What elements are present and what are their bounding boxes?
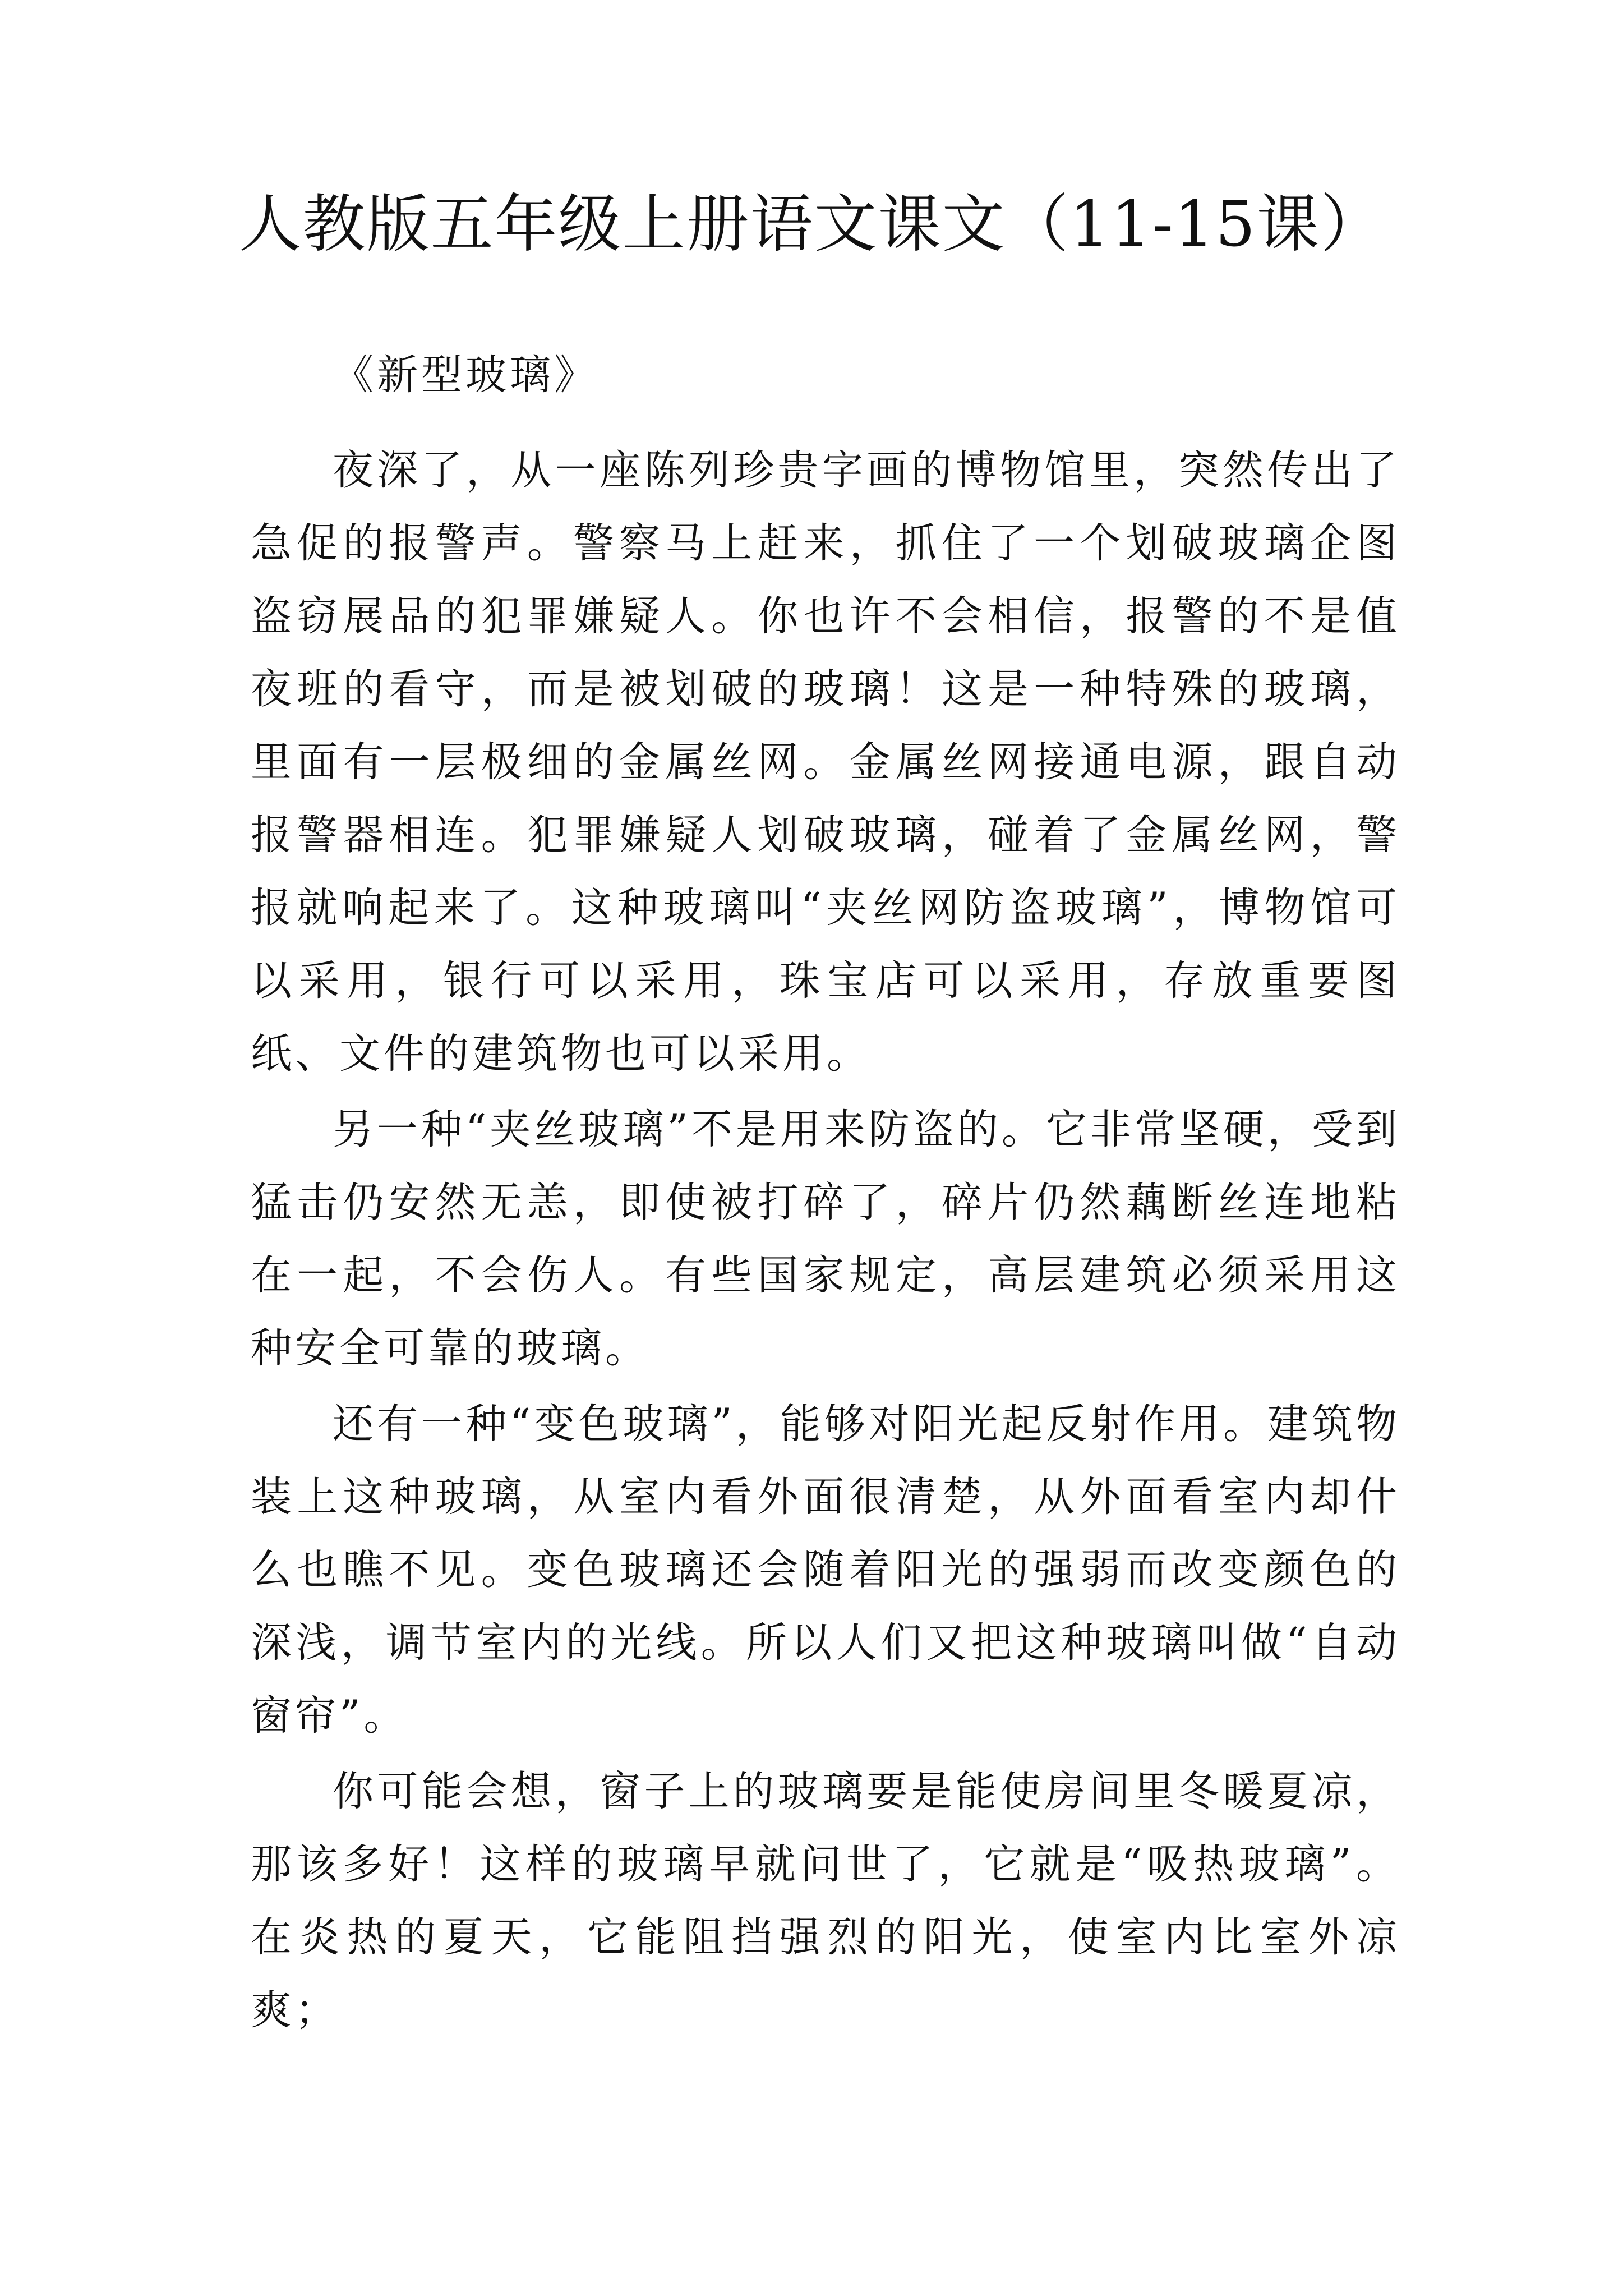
- article-body: [251, 339, 1400, 2050]
- page-title: 人教版五年级上册语文课文（11-15课）: [238, 188, 1385, 261]
- paragraph-1: 夜深了，从一座陈列珍贵字画的博物馆里，突然传出了急促的报警声。警察马上赶来，抓住了一个划破玻璃企图盗窃展品的犯罪嫌疑人。你也许不会相信，报警的不是值夜班的看守，而是被划破的玻璃！这是一种特殊的玻璃，里面有一层极细的金属丝网。金属丝网接通电源，跟自动报警器相连。犯罪嫌疑人划破玻璃，碰着了金属丝网，警报就响起来了。这种玻璃叫“夹丝网防盗玻璃”，博物馆可以采用，银行可以采用，珠宝店可以采用，存放重要图纸、文件的建筑物也可以采用。: [251, 447, 1400, 1078]
- lesson-heading: 《新型玻璃》: [333, 351, 598, 399]
- paragraph-4: 你可能会想，窗子上的玻璃要是能使房间里冬暖夏凉，那该多好！这样的玻璃早就问世了，它就是“吸热玻璃”。在炎热的夏天，它能阻挡强烈的阳光，使室内比室外凉爽；: [251, 1768, 1400, 2034]
- paragraph-2: 另一种“夹丝玻璃”不是用来防盗的。它非常坚硬，受到猛击仍安然无恙，即使被打碎了，碎片仍然藕断丝连地粘在一起，不会伤人。有些国家规定，高层建筑必须采用这种安全可靠的玻璃。: [251, 1106, 1400, 1372]
- paragraph-3: 还有一种“变色玻璃”，能够对阳光起反射作用。建筑物装上这种玻璃，从室内看外面很清楚，从外面看室内却什么也瞧不见。变色玻璃还会随着阳光的强弱而改变颜色的深浅，调节室内的光线。所以人们又把这种玻璃叫做“自动窗帘”。: [251, 1400, 1400, 1740]
